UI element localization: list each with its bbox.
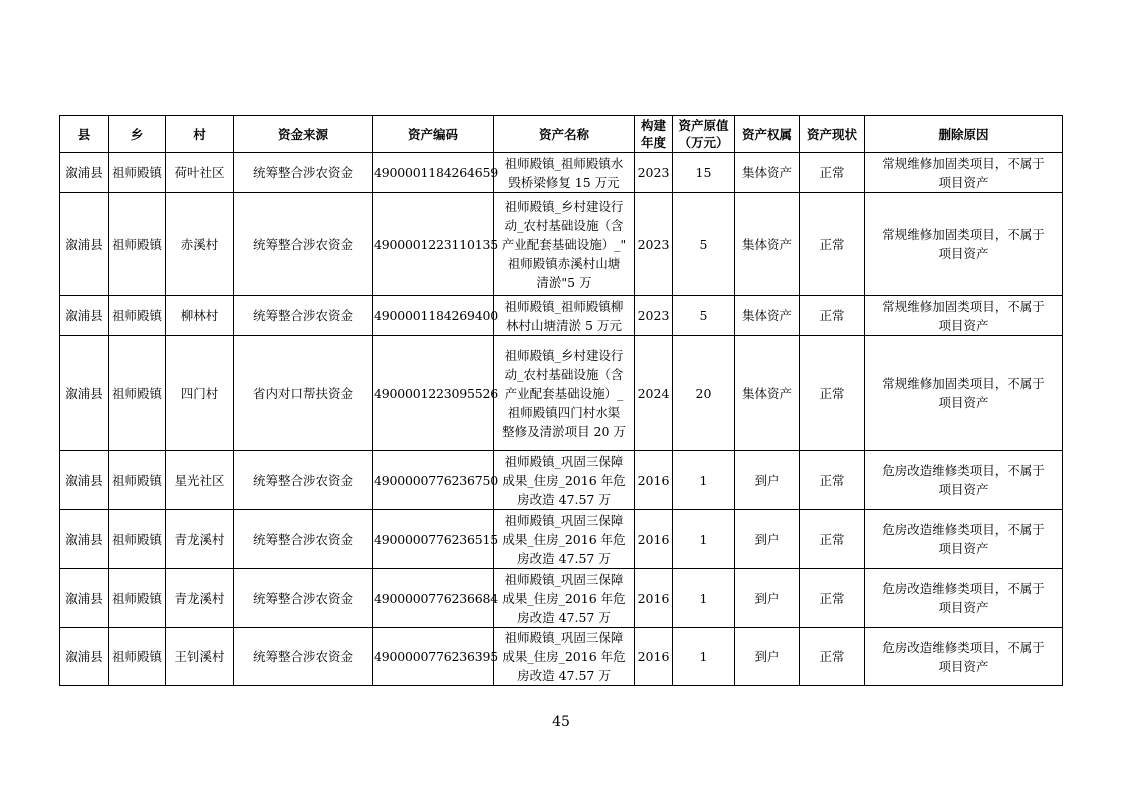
cell-original-value: 20 (673, 336, 735, 451)
cell-county: 溆浦县 (60, 153, 109, 193)
cell-fund-source: 省内对口帮扶资金 (234, 336, 373, 451)
cell-delete-reason-line: 危房改造维修类项目，不属于 (882, 463, 1045, 478)
table-row (60, 451, 1063, 510)
cell-ownership: 到户 (735, 569, 800, 628)
header-asset-code: 资产编码 (373, 116, 494, 153)
cell-original-value: 1 (673, 628, 735, 686)
cell-ownership: 到户 (735, 510, 800, 569)
cell-delete-reason-line: 项目资产 (938, 395, 989, 410)
cell-ownership: 集体资产 (735, 296, 800, 336)
cell-asset-name (494, 451, 635, 510)
cell-asset-name (494, 153, 635, 193)
cell-build-year: 2023 (635, 296, 673, 336)
cell-asset-code: 4900001223110135 (373, 193, 494, 296)
cell-asset-name-line: 祖师殿镇_祖师殿镇水 (504, 155, 624, 171)
cell-fund-source: 统筹整合涉农资金 (234, 451, 373, 510)
page-number: 45 (552, 714, 570, 730)
cell-delete-reason (865, 628, 1063, 686)
cell-original-value: 1 (673, 510, 735, 569)
table-body (60, 153, 1063, 686)
cell-status: 正常 (800, 336, 865, 451)
cell-asset-name-line: 成果_住房_2016 年危 (502, 531, 626, 547)
header-county: 县 (60, 116, 109, 153)
cell-county: 溆浦县 (60, 451, 109, 510)
cell-county: 溆浦县 (60, 569, 109, 628)
cell-asset-name (494, 296, 635, 336)
cell-asset-name (494, 336, 635, 451)
header-original-value-line: 资产原值 (678, 118, 729, 133)
cell-town: 祖师殿镇 (109, 153, 166, 193)
cell-asset-code: 4900000776236515 (373, 510, 494, 569)
cell-town: 祖师殿镇 (109, 569, 166, 628)
cell-asset-name (494, 510, 635, 569)
cell-delete-reason-line: 危房改造维修类项目，不属于 (882, 522, 1045, 537)
cell-original-value: 15 (673, 153, 735, 193)
cell-delete-reason-line: 项目资产 (938, 482, 989, 497)
cell-county: 溆浦县 (60, 510, 109, 569)
cell-original-value: 5 (673, 193, 735, 296)
cell-asset-code: 4900001223095526 (373, 336, 494, 451)
cell-delete-reason-line: 项目资产 (938, 541, 989, 556)
asset-table (59, 115, 1063, 686)
cell-county: 溆浦县 (60, 336, 109, 451)
cell-asset-name-line: 祖师殿镇_祖师殿镇柳 (504, 298, 624, 314)
cell-asset-name-line: 祖师殿镇_巩固三保障 (504, 512, 624, 528)
cell-county: 溆浦县 (60, 296, 109, 336)
cell-delete-reason (865, 193, 1063, 296)
cell-village: 四门村 (166, 336, 234, 451)
cell-asset-name-line: 清淤"5 万 (536, 274, 592, 290)
cell-delete-reason-line: 项目资产 (938, 600, 989, 615)
cell-village: 赤溪村 (166, 193, 234, 296)
cell-delete-reason-line: 项目资产 (938, 174, 989, 190)
cell-fund-source: 统筹整合涉农资金 (234, 569, 373, 628)
table-row (60, 569, 1063, 628)
cell-delete-reason (865, 296, 1063, 336)
cell-village: 星光社区 (166, 451, 234, 510)
cell-fund-source: 统筹整合涉农资金 (234, 193, 373, 296)
cell-asset-name-line: 房改造 47.57 万 (517, 668, 611, 683)
header-row (60, 116, 1063, 153)
cell-build-year: 2023 (635, 193, 673, 296)
cell-asset-name-line: 祖师殿镇_巩固三保障 (504, 453, 624, 469)
cell-original-value: 1 (673, 451, 735, 510)
cell-asset-name-line: 房改造 47.57 万 (517, 609, 611, 625)
cell-town: 祖师殿镇 (109, 510, 166, 569)
table-row (60, 628, 1063, 686)
cell-asset-name-line: 成果_住房_2016 年危 (502, 649, 626, 664)
header-build-year (635, 116, 673, 153)
cell-asset-name-line: 整修及清淤项目 20 万 (502, 423, 626, 439)
header-build-year-line: 构建 (640, 118, 666, 133)
cell-delete-reason-line: 常规维修加固类项目，不属于 (882, 298, 1045, 314)
header-original-value-line: （万元） (678, 135, 729, 150)
cell-town: 祖师殿镇 (109, 628, 166, 686)
cell-build-year: 2023 (635, 153, 673, 193)
cell-status: 正常 (800, 193, 865, 296)
cell-asset-name-line: 祖师殿镇_巩固三保障 (504, 571, 624, 587)
cell-asset-name-line: 毁桥梁修复 15 万元 (508, 174, 620, 190)
cell-town: 祖师殿镇 (109, 296, 166, 336)
cell-asset-name-line: 动_农村基础设施（含 (504, 217, 624, 233)
cell-asset-name-line: 成果_住房_2016 年危 (502, 472, 626, 488)
cell-build-year: 2016 (635, 451, 673, 510)
table-row (60, 153, 1063, 193)
cell-asset-name-line: 产业配套基础设施）_ (504, 385, 624, 401)
table-row (60, 336, 1063, 451)
cell-county: 溆浦县 (60, 628, 109, 686)
cell-status: 正常 (800, 569, 865, 628)
cell-status: 正常 (800, 153, 865, 193)
cell-delete-reason-line: 危房改造维修类项目，不属于 (882, 581, 1045, 596)
cell-town: 祖师殿镇 (109, 336, 166, 451)
cell-build-year: 2016 (635, 628, 673, 686)
cell-original-value: 1 (673, 569, 735, 628)
header-status: 资产现状 (800, 116, 865, 153)
cell-asset-name-line: 林村山塘清淤 5 万元 (506, 317, 622, 333)
cell-delete-reason-line: 常规维修加固类项目，不属于 (882, 155, 1045, 171)
cell-asset-name (494, 193, 635, 296)
cell-asset-code: 4900000776236750 (373, 451, 494, 510)
cell-original-value: 5 (673, 296, 735, 336)
cell-delete-reason-line: 常规维修加固类项目，不属于 (882, 227, 1045, 242)
cell-delete-reason (865, 153, 1063, 193)
cell-town: 祖师殿镇 (109, 451, 166, 510)
cell-delete-reason-line: 项目资产 (938, 658, 989, 674)
cell-build-year: 2016 (635, 510, 673, 569)
table-row (60, 296, 1063, 336)
cell-asset-code: 4900001184264659 (373, 153, 494, 193)
cell-asset-name-line: 产业配套基础设施）_" (501, 236, 627, 252)
cell-asset-name (494, 628, 635, 686)
cell-ownership: 到户 (735, 628, 800, 686)
cell-asset-name (494, 569, 635, 628)
cell-asset-name-line: 房改造 47.57 万 (517, 491, 611, 507)
cell-asset-name-line: 祖师殿镇_巩固三保障 (504, 630, 624, 645)
cell-asset-name-line: 祖师殿镇_乡村建设行 (504, 198, 624, 214)
cell-ownership: 集体资产 (735, 336, 800, 451)
cell-fund-source: 统筹整合涉农资金 (234, 153, 373, 193)
cell-build-year: 2016 (635, 569, 673, 628)
cell-delete-reason (865, 336, 1063, 451)
cell-status: 正常 (800, 296, 865, 336)
header-original-value (673, 116, 735, 153)
cell-village: 青龙溪村 (166, 569, 234, 628)
table-row (60, 193, 1063, 296)
cell-delete-reason (865, 510, 1063, 569)
cell-delete-reason (865, 569, 1063, 628)
cell-asset-name-line: 成果_住房_2016 年危 (502, 590, 626, 606)
cell-build-year: 2024 (635, 336, 673, 451)
cell-village: 柳林村 (166, 296, 234, 336)
cell-fund-source: 统筹整合涉农资金 (234, 628, 373, 686)
header-build-year-line: 年度 (640, 135, 666, 150)
cell-delete-reason-line: 项目资产 (938, 246, 989, 261)
cell-asset-name-line: 动_农村基础设施（含 (504, 366, 624, 382)
cell-ownership: 集体资产 (735, 153, 800, 193)
cell-asset-name-line: 祖师殿镇_乡村建设行 (504, 347, 624, 363)
table-row (60, 510, 1063, 569)
header-village: 村 (166, 116, 234, 153)
cell-village: 青龙溪村 (166, 510, 234, 569)
header-delete-reason: 删除原因 (865, 116, 1063, 153)
cell-asset-code: 4900001184269400 (373, 296, 494, 336)
cell-asset-name-line: 房改造 47.57 万 (517, 550, 611, 566)
cell-delete-reason-line: 常规维修加固类项目，不属于 (882, 376, 1045, 391)
cell-ownership: 到户 (735, 451, 800, 510)
cell-village: 荷叶社区 (166, 153, 234, 193)
header-fund-source: 资金来源 (234, 116, 373, 153)
header-town: 乡 (109, 116, 166, 153)
cell-delete-reason-line: 危房改造维修类项目，不属于 (882, 639, 1045, 655)
header-asset-name: 资产名称 (494, 116, 635, 153)
cell-asset-code: 4900000776236395 (373, 628, 494, 686)
header-ownership: 资产权属 (735, 116, 800, 153)
cell-asset-name-line: 祖师殿镇四门村水渠 (507, 404, 621, 420)
cell-town: 祖师殿镇 (109, 193, 166, 296)
cell-status: 正常 (800, 451, 865, 510)
cell-village: 王钊溪村 (166, 628, 234, 686)
cell-ownership: 集体资产 (735, 193, 800, 296)
cell-asset-name-line: 祖师殿镇赤溪村山塘 (507, 255, 621, 271)
cell-county: 溆浦县 (60, 193, 109, 296)
cell-fund-source: 统筹整合涉农资金 (234, 510, 373, 569)
cell-delete-reason (865, 451, 1063, 510)
cell-status: 正常 (800, 628, 865, 686)
cell-fund-source: 统筹整合涉农资金 (234, 296, 373, 336)
cell-delete-reason-line: 项目资产 (938, 317, 989, 333)
cell-status: 正常 (800, 510, 865, 569)
cell-asset-code: 4900000776236684 (373, 569, 494, 628)
